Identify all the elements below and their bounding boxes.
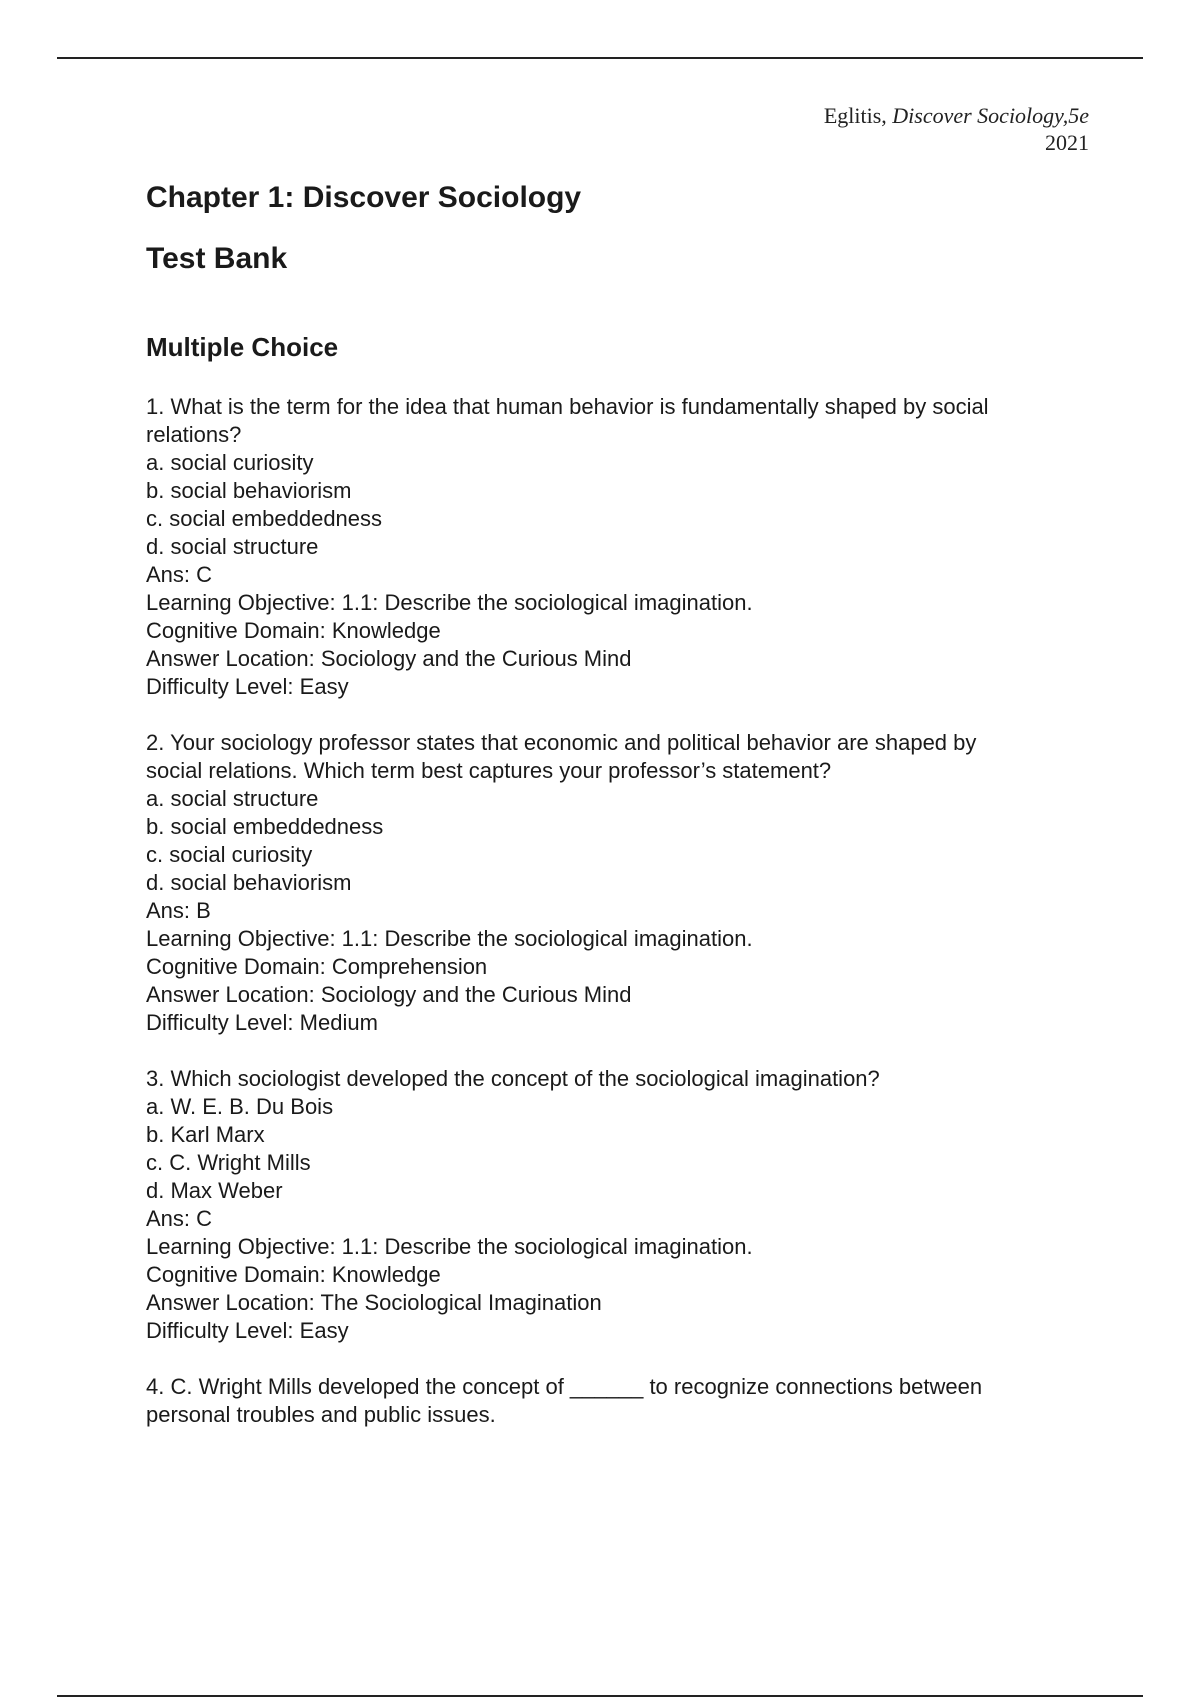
question-stem-line: 4. C. Wright Mills developed the concept of ______ to recognize connections between	[146, 1374, 983, 1399]
question-stem-line: social relations. Which term best captures your professor’s statement?	[146, 758, 832, 783]
difficulty-level: Difficulty Level: Easy	[146, 674, 349, 699]
answer-option: c. social curiosity	[146, 842, 313, 867]
question-4	[146, 1373, 1086, 1429]
answer-location: Answer Location: The Sociological Imagination	[146, 1290, 602, 1315]
answer-option: a. W. E. B. Du Bois	[146, 1094, 334, 1119]
question-stem-line: 2. Your sociology professor states that economic and political behavior are shaped by	[146, 730, 977, 755]
question-stem-line: personal troubles and public issues.	[146, 1402, 496, 1427]
difficulty-level: Difficulty Level: Medium	[146, 1010, 378, 1035]
question-2	[146, 729, 1086, 1037]
header-author: Eglitis,	[823, 103, 893, 128]
section-title: Multiple Choice	[146, 332, 339, 362]
learning-objective: Learning Objective: 1.1: Describe the sociological imagination.	[146, 1234, 753, 1259]
question-stem-line: relations?	[146, 422, 242, 447]
answer-option: c. social embeddedness	[146, 506, 383, 531]
answer-location: Answer Location: Sociology and the Curious Mind	[146, 646, 632, 671]
question-stem-line: 3. Which sociologist developed the concept of the sociological imagination?	[146, 1066, 880, 1091]
answer-option: d. social structure	[146, 534, 319, 559]
answer-option: b. social behaviorism	[146, 478, 352, 503]
correct-answer: Ans: C	[146, 1206, 213, 1231]
header-citation	[824, 102, 1089, 129]
chapter-title: Chapter 1: Discover Sociology	[146, 181, 582, 214]
bottom-rule	[57, 1695, 1143, 1697]
header-year: 2021	[1045, 130, 1089, 155]
difficulty-level: Difficulty Level: Easy	[146, 1318, 349, 1343]
question-3	[146, 1065, 1086, 1345]
answer-option: a. social curiosity	[146, 450, 314, 475]
running-header	[824, 102, 1089, 156]
answer-option: b. social embeddedness	[146, 814, 384, 839]
correct-answer: Ans: C	[146, 562, 213, 587]
answer-option: a. social structure	[146, 786, 319, 811]
test-bank-title: Test Bank	[146, 242, 288, 275]
answer-location: Answer Location: Sociology and the Curious Mind	[146, 982, 632, 1007]
top-rule	[57, 57, 1143, 59]
question-1	[146, 393, 1086, 701]
cognitive-domain: Cognitive Domain: Comprehension	[146, 954, 488, 979]
learning-objective: Learning Objective: 1.1: Describe the sociological imagination.	[146, 590, 753, 615]
page-content	[146, 176, 1086, 1457]
answer-option: d. social behaviorism	[146, 870, 352, 895]
correct-answer: Ans: B	[146, 898, 211, 923]
learning-objective: Learning Objective: 1.1: Describe the sociological imagination.	[146, 926, 753, 951]
question-stem-line: 1. What is the term for the idea that human behavior is fundamentally shaped by social	[146, 394, 989, 419]
cognitive-domain: Cognitive Domain: Knowledge	[146, 618, 441, 643]
answer-option: c. C. Wright Mills	[146, 1150, 311, 1175]
answer-option: b. Karl Marx	[146, 1122, 265, 1147]
cognitive-domain: Cognitive Domain: Knowledge	[146, 1262, 441, 1287]
question-list	[146, 393, 1086, 1429]
answer-option: d. Max Weber	[146, 1178, 283, 1203]
header-book-title: Discover Sociology,5e	[892, 103, 1089, 128]
